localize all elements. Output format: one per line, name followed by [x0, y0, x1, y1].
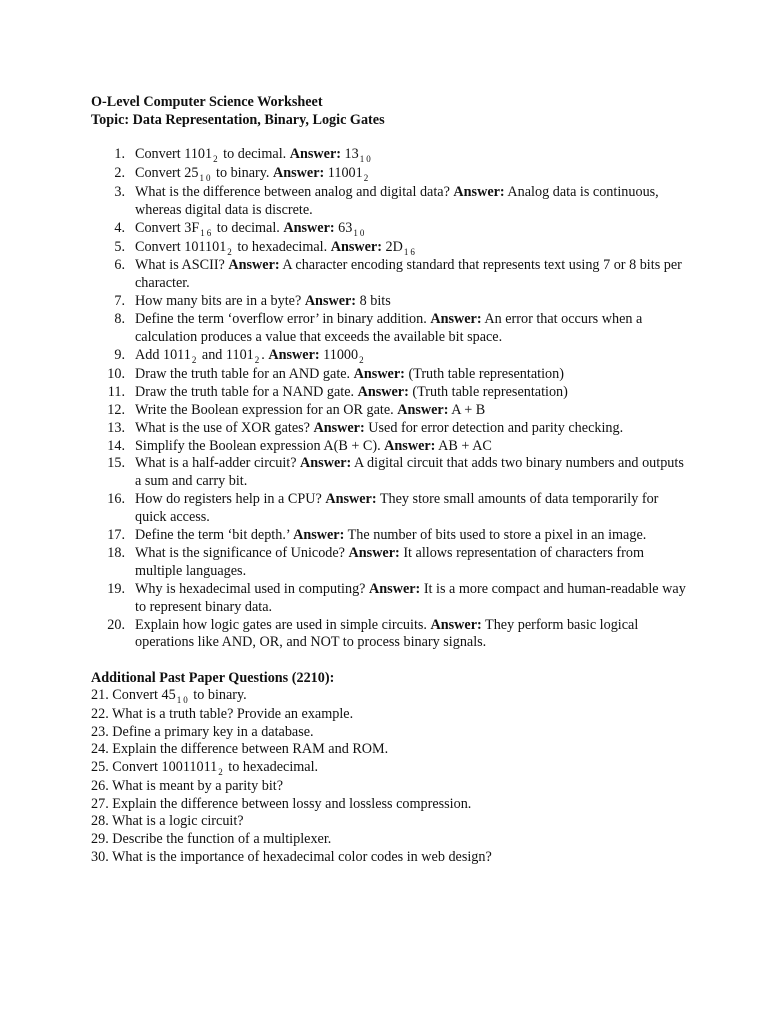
question-text: Add 1011	[135, 346, 191, 363]
question-item	[91, 257, 691, 293]
question-number: 2.	[114, 164, 125, 181]
answer-label: Answer:	[273, 164, 325, 181]
question-text: A + B	[448, 401, 486, 418]
question-number: 10.	[107, 365, 125, 382]
question-text: Write the Boolean expression for an OR gate.	[135, 401, 398, 418]
question-text: Used for error detection and parity checking.	[364, 419, 624, 436]
question-number: 9.	[114, 346, 125, 363]
question-text: Why is hexadecimal used in computing?	[135, 580, 370, 597]
question-text: 28. What is a logic circuit?	[91, 813, 244, 830]
question-text: to decimal.	[213, 219, 284, 236]
question-number: 17.	[107, 527, 125, 544]
question-item	[91, 347, 691, 366]
question-body	[135, 545, 644, 579]
answer-label: Answer:	[430, 616, 482, 633]
base-subscript: 2	[227, 246, 234, 257]
question-text: 13	[340, 146, 359, 162]
question-number: 20.	[107, 616, 125, 633]
question-number: 5.	[114, 238, 125, 255]
question-item	[91, 293, 691, 311]
question-text: What is the use of XOR gates?	[135, 419, 314, 436]
additional-question-item	[91, 706, 691, 724]
answer-label: Answer:	[283, 219, 335, 236]
base-subscript: 2	[218, 767, 225, 778]
question-text: What is the difference between analog and digital data?	[135, 183, 454, 200]
question-text: An error that occurs when a calculation produces a value that exceeds the available bit space.	[135, 311, 643, 346]
answer-label: Answer:	[369, 580, 421, 597]
answer-label: Answer:	[353, 365, 405, 382]
question-text: 11001	[324, 164, 363, 181]
answer-label: Answer:	[430, 311, 482, 328]
base-subscript: 16	[403, 246, 417, 257]
worksheet-page	[91, 93, 691, 866]
question-number: 4.	[114, 219, 125, 236]
question-text: A character encoding standard that represents text using 7 or 8 bits per character.	[135, 257, 682, 292]
question-text: Simplify the Boolean expression A(B + C).	[135, 437, 385, 454]
question-body	[135, 420, 623, 436]
question-text: 21. Convert 45	[91, 687, 176, 704]
question-text: (Truth table representation)	[408, 383, 568, 400]
question-text: Analog data is continuous, whereas digital data is discrete.	[135, 183, 659, 218]
answer-label: Answer:	[453, 183, 505, 200]
question-body	[135, 384, 568, 400]
question-number: 18.	[107, 544, 125, 561]
question-text: It is a more compact and human-readable way to represent binary data.	[135, 580, 686, 615]
question-item	[91, 311, 691, 347]
question-item	[91, 402, 691, 420]
question-body	[135, 455, 684, 489]
additional-question-item	[91, 796, 691, 814]
question-number: 15.	[107, 455, 125, 472]
answer-label: Answer:	[357, 383, 409, 400]
question-item	[91, 165, 691, 184]
question-item	[91, 545, 691, 581]
question-item	[91, 491, 691, 527]
answer-label: Answer:	[300, 455, 352, 472]
base-subscript: 2	[191, 354, 199, 365]
question-body	[135, 165, 370, 181]
additional-section-heading: Additional Past Paper Questions (2210):	[91, 670, 335, 687]
question-text: Convert 25	[135, 164, 199, 181]
question-number: 12.	[107, 401, 125, 418]
answer-label: Answer:	[228, 257, 280, 274]
answer-label: Answer:	[313, 419, 365, 436]
question-text: (Truth table representation)	[404, 365, 564, 382]
question-text: 63	[334, 219, 353, 236]
question-number: 19.	[107, 580, 125, 597]
question-text: 24. Explain the difference between RAM and ROM.	[91, 741, 389, 758]
answer-label: Answer:	[348, 544, 400, 561]
question-text: Convert 3F	[135, 219, 200, 236]
question-text: and 1101	[198, 346, 254, 363]
question-body	[135, 293, 391, 309]
question-body	[135, 347, 366, 363]
base-subscript: 10	[359, 154, 373, 164]
question-text: What is a half-adder circuit?	[135, 455, 301, 472]
worksheet-topic: Topic: Data Representation, Binary, Logic Gates	[91, 112, 385, 128]
numbered-question-list	[91, 146, 691, 652]
answer-label: Answer:	[289, 146, 341, 162]
question-number: 3.	[114, 183, 125, 200]
question-item	[91, 384, 691, 402]
question-text: 22. What is a truth table? Provide an example.	[91, 706, 354, 723]
question-text: AB + AC	[435, 437, 492, 454]
question-text: 30. What is the importance of hexadecimal color codes in web design?	[91, 848, 492, 865]
answer-label: Answer:	[397, 401, 449, 418]
additional-question-item	[91, 687, 691, 706]
additional-question-item	[91, 724, 691, 742]
question-text: to hexadecimal.	[224, 759, 319, 776]
question-text: 29. Describe the function of a multiplexer.	[91, 831, 332, 847]
question-text: What is the significance of Unicode?	[135, 544, 349, 561]
additional-question-item	[91, 831, 691, 849]
question-body	[135, 146, 373, 162]
base-subscript: 2	[363, 172, 371, 183]
question-number: 1.	[114, 146, 125, 162]
question-body	[135, 617, 638, 651]
question-text: 27. Explain the difference between lossy and lossless compression.	[91, 795, 472, 812]
question-text: 23. Define a primary key in a database.	[91, 723, 314, 740]
question-text: 26. What is meant by a parity bit?	[91, 777, 284, 794]
question-body	[135, 366, 564, 382]
additional-question-item	[91, 759, 691, 778]
additional-question-item	[91, 741, 691, 759]
base-subscript: 10	[199, 172, 213, 183]
question-item	[91, 527, 691, 545]
answer-label: Answer:	[293, 527, 345, 544]
answer-label: Answer:	[384, 437, 436, 454]
question-text: to hexadecimal.	[233, 238, 331, 255]
question-text: The number of bits used to store a pixel in an image.	[344, 527, 647, 544]
answer-label: Answer:	[330, 238, 382, 255]
question-text: A digital circuit that adds two binary numbers and outputs a sum and carry bit.	[135, 455, 684, 490]
question-body	[135, 581, 686, 615]
question-text: It allows representation of characters from multiple languages.	[135, 544, 645, 579]
question-number: 7.	[114, 293, 125, 310]
additional-question-list	[91, 687, 691, 866]
base-subscript: 2	[213, 154, 220, 164]
question-text: Convert 101101	[135, 238, 227, 255]
question-body	[135, 239, 417, 255]
question-body	[135, 527, 646, 543]
question-body	[135, 402, 485, 418]
question-item	[91, 184, 691, 220]
answer-label: Answer:	[325, 491, 377, 508]
worksheet-title: O-Level Computer Science Worksheet	[91, 94, 323, 110]
question-number: 14.	[107, 437, 125, 454]
base-subscript: 16	[200, 227, 214, 238]
question-text: Draw the truth table for a NAND gate.	[135, 383, 358, 400]
question-item	[91, 581, 691, 617]
question-text: to decimal.	[219, 146, 290, 162]
question-number: 6.	[114, 257, 125, 274]
question-text: .	[261, 346, 269, 363]
base-subscript: 10	[353, 227, 367, 238]
question-body	[135, 220, 366, 236]
question-body	[135, 438, 492, 454]
question-number: 8.	[114, 311, 125, 328]
additional-question-item	[91, 778, 691, 796]
question-body	[135, 491, 658, 525]
base-subscript: 2	[359, 354, 366, 365]
question-body	[135, 257, 682, 291]
base-subscript: 2	[254, 354, 262, 365]
answer-label: Answer:	[304, 293, 357, 310]
question-item	[91, 146, 691, 165]
question-item	[91, 455, 691, 491]
question-text: to binary.	[189, 687, 247, 704]
question-text: 25. Convert 10011011	[91, 759, 218, 776]
question-text: 2D	[381, 238, 403, 255]
question-item	[91, 438, 691, 456]
question-text: 8 bits	[356, 293, 391, 310]
question-text: 11000	[319, 346, 359, 363]
question-item	[91, 617, 691, 653]
question-text: What is ASCII?	[135, 257, 229, 274]
question-body	[135, 184, 659, 218]
question-text: to binary.	[212, 164, 273, 181]
question-text: They store small amounts of data temporarily for quick access.	[135, 491, 659, 526]
question-text: Explain how logic gates are used in simple circuits.	[135, 616, 431, 633]
question-text: Define the term ‘overflow error’ in binary addition.	[135, 311, 431, 328]
question-text: They perform basic logical operations like AND, OR, and NOT to process binary signals.	[135, 616, 639, 651]
question-body	[135, 311, 642, 345]
question-text: How do registers help in a CPU?	[135, 491, 326, 508]
question-item	[91, 420, 691, 438]
question-item	[91, 366, 691, 384]
question-number: 11.	[107, 383, 125, 400]
question-text: Define the term ‘bit depth.’	[135, 527, 294, 544]
question-text: How many bits are in a byte?	[135, 293, 305, 310]
additional-question-item	[91, 813, 691, 831]
question-number: 16.	[107, 491, 125, 508]
additional-question-item	[91, 849, 691, 867]
question-text: Draw the truth table for an AND gate.	[135, 365, 354, 382]
base-subscript: 10	[176, 695, 190, 706]
question-number: 13.	[107, 419, 125, 436]
question-item	[91, 220, 691, 239]
question-item	[91, 239, 691, 258]
answer-label: Answer:	[268, 346, 320, 363]
question-text: Convert 1101	[135, 146, 213, 162]
